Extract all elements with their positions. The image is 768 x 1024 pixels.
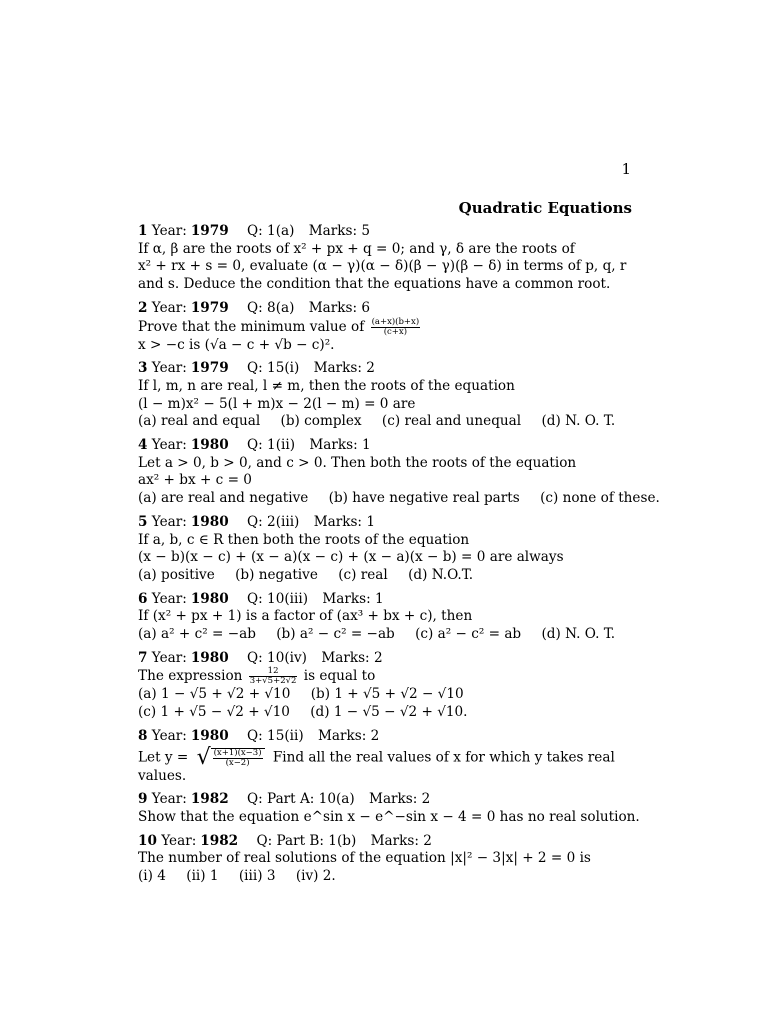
year-label: Year: — [151, 649, 187, 666]
question-marks: Marks: 2 — [370, 832, 432, 849]
option: (a) positive — [138, 566, 215, 583]
question-ref: Q: Part A: 10(a) — [247, 791, 355, 808]
fraction-denominator: (c+x) — [383, 326, 408, 337]
question-number: 2 — [138, 299, 148, 316]
question-ref: Q: 10(iv) — [247, 649, 307, 666]
question-year: 1980 — [190, 590, 229, 607]
option: (c) none of these. — [540, 490, 660, 507]
year-label: Year: — [151, 223, 187, 239]
question-meta — [138, 300, 632, 318]
answer-options — [138, 626, 632, 644]
question-text: x² + rx + s = 0, evaluate (α − γ)(α − δ)(β − γ)(β − δ) in terms of p, q, r — [138, 258, 627, 275]
option: (b) 1 + √5 + √2 − √10 — [310, 686, 464, 703]
option: (iv) 2. — [295, 868, 336, 885]
question-ref: Q: 1(ii) — [247, 437, 295, 454]
question-year: 1980 — [190, 649, 229, 666]
year-label: Year: — [161, 832, 197, 849]
question-year: 1979 — [190, 223, 229, 239]
question-text: If a, b, c ∈ R then both the roots of the equation — [138, 531, 470, 548]
answer-options — [138, 686, 632, 704]
year-label: Year: — [151, 791, 187, 808]
question-year: 1980 — [190, 513, 229, 530]
square-root — [196, 744, 265, 770]
question-marks: Marks: 1 — [322, 590, 384, 607]
question-7 — [138, 650, 632, 722]
question-marks: Marks: 5 — [308, 223, 371, 239]
option: (a) real and equal — [138, 413, 261, 430]
option: (a) 1 − √5 + √2 + √10 — [138, 686, 291, 703]
question-10 — [138, 833, 632, 886]
question-year: 1979 — [190, 360, 229, 377]
question-marks: Marks: 2 — [313, 360, 375, 377]
fraction-numerator: (x+1)(x−3) — [213, 747, 262, 758]
question-number: 7 — [138, 649, 148, 666]
question-year: 1979 — [190, 299, 229, 316]
option: (d) N. O. T. — [541, 413, 616, 430]
question-text: Show that the equation e^sin x − e^−sin x − 4 = 0 has no real solution. — [138, 808, 640, 825]
question-list — [138, 223, 660, 892]
question-ref: Q: 15(ii) — [247, 727, 304, 744]
option: (ii) 1 — [186, 868, 219, 885]
question-text: Prove that the minimum value of — [138, 318, 365, 335]
radical-sign: √ — [196, 744, 211, 770]
fraction — [213, 749, 263, 768]
question-ref: Q: 8(a) — [247, 299, 295, 316]
option: (d) 1 − √5 − √2 + √10. — [310, 704, 468, 721]
question-text: Let y = — [138, 749, 189, 766]
question-number: 1 — [138, 223, 148, 239]
question-ref: Q: 2(iii) — [247, 513, 300, 530]
question-number: 6 — [138, 590, 148, 607]
question-text: If α, β are the roots of x² + px + q = 0; and γ, δ are the roots of — [138, 240, 575, 257]
fraction — [249, 667, 298, 686]
question-text: The expression — [138, 668, 243, 685]
fraction-denominator: (x−2) — [225, 757, 250, 768]
question-ref: Q: 10(iii) — [247, 590, 308, 607]
option: (b) have negative real parts — [328, 490, 520, 507]
question-meta — [138, 650, 632, 668]
year-label: Year: — [151, 299, 187, 316]
year-label: Year: — [151, 727, 187, 744]
year-label: Year: — [151, 437, 187, 454]
question-text: Find all the real values of x for which y takes real — [272, 749, 615, 766]
question-text: (x − b)(x − c) + (x − a)(x − c) + (x − a)(x − b) = 0 are always — [138, 549, 564, 566]
question-ref: Q: 15(i) — [247, 360, 300, 377]
question-marks: Marks: 2 — [369, 791, 431, 808]
question-number: 10 — [138, 832, 157, 849]
question-marks: Marks: 1 — [309, 437, 371, 454]
question-9 — [138, 791, 640, 826]
question-year: 1982 — [200, 832, 239, 849]
question-number: 5 — [138, 513, 148, 530]
fraction-numerator: 12 — [249, 667, 298, 677]
question-year: 1980 — [190, 727, 229, 744]
option: (a) a² + c² = −ab — [138, 626, 256, 643]
option: (c) real — [338, 566, 388, 583]
option: (c) real and unequal — [381, 413, 522, 430]
question-text: The number of real solutions of the equation |x|² − 3|x| + 2 = 0 is — [138, 850, 591, 867]
question-4 — [138, 437, 660, 508]
question-5 — [138, 514, 632, 585]
option: (b) a² − c² = −ab — [276, 626, 395, 643]
question-marks: Marks: 2 — [321, 649, 383, 666]
question-meta — [138, 591, 632, 609]
question-text: x > −c is (√a − c + √b − c)². — [138, 336, 335, 353]
answer-options — [138, 704, 632, 722]
question-meta — [138, 728, 632, 746]
question-ref: Q: 1(a) — [247, 223, 295, 239]
question-ref: Q: Part B: 1(b) — [256, 832, 357, 849]
question-number: 4 — [138, 437, 148, 454]
question-year: 1980 — [190, 437, 229, 454]
question-year: 1982 — [190, 791, 229, 808]
question-text: If l, m, n are real, l ≠ m, then the roots of the equation — [138, 377, 515, 394]
option: (b) negative — [235, 566, 318, 583]
option: (i) 4 — [138, 868, 166, 885]
option: (c) 1 + √5 − √2 + √10 — [138, 704, 290, 721]
page-number: 1 — [621, 160, 631, 178]
option: (d) N.O.T. — [408, 566, 474, 583]
question-1 — [138, 223, 632, 294]
option: (iii) 3 — [238, 868, 276, 885]
year-label: Year: — [151, 513, 187, 530]
question-marks: Marks: 1 — [313, 513, 375, 530]
question-text: values. — [138, 767, 187, 784]
option: (a) are real and negative — [138, 490, 309, 507]
question-meta — [138, 360, 632, 378]
question-text: If (x² + px + 1) is a factor of (ax³ + bx + c), then — [138, 608, 473, 625]
fraction-numerator: (a+x)(b+x) — [371, 316, 420, 327]
question-text: Let a > 0, b > 0, and c > 0. Then both the roots of the equation — [138, 454, 577, 471]
answer-options — [138, 413, 632, 431]
question-meta — [138, 833, 632, 851]
question-text: is equal to — [303, 668, 376, 685]
answer-options — [138, 490, 660, 508]
answer-options — [138, 567, 632, 585]
question-3 — [138, 360, 632, 431]
question-text: ax² + bx + c = 0 — [138, 472, 252, 489]
year-label: Year: — [151, 360, 187, 377]
section-title: Quadratic Equations — [458, 199, 632, 217]
option: (d) N. O. T. — [541, 626, 616, 643]
question-marks: Marks: 2 — [317, 727, 380, 744]
question-text: (l − m)x² − 5(l + m)x − 2(l − m) = 0 are — [138, 395, 416, 412]
question-number: 9 — [138, 791, 148, 808]
year-label: Year: — [151, 590, 187, 607]
question-meta — [138, 514, 632, 532]
question-number: 3 — [138, 360, 148, 377]
question-2 — [138, 300, 632, 354]
question-meta — [138, 791, 632, 809]
option: (b) complex — [280, 413, 362, 430]
answer-options — [138, 868, 632, 886]
question-6 — [138, 591, 632, 644]
question-text: and s. Deduce the condition that the equations have a common root. — [138, 276, 611, 293]
question-meta — [138, 223, 632, 241]
question-8 — [138, 728, 632, 785]
question-meta — [138, 437, 632, 455]
question-marks: Marks: 6 — [308, 299, 371, 316]
question-number: 8 — [138, 727, 148, 744]
fraction — [371, 318, 421, 337]
option: (c) a² − c² = ab — [415, 626, 522, 643]
fraction-denominator: 3+√5+2√2 — [249, 676, 297, 687]
